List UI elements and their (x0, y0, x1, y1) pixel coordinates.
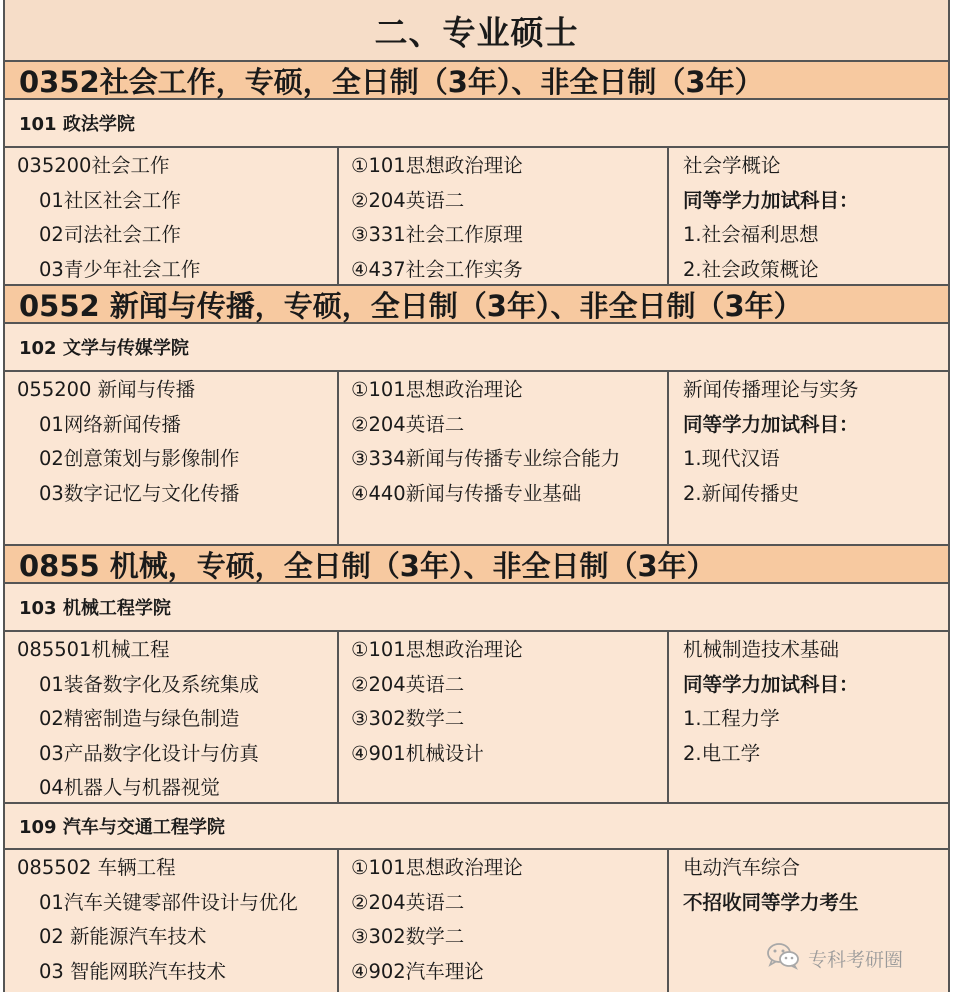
program-code: 085502 车辆工程 (17, 856, 176, 879)
research-direction: 01装备数字化及系统集成 (39, 672, 259, 696)
exam-subject: ④437社会工作实务 (351, 257, 523, 281)
extra-subject: 1.现代汉语 (683, 447, 780, 470)
research-direction: 03 智能网联汽车技术 (39, 959, 227, 983)
retest-subject: 社会学概论 (683, 154, 781, 177)
wechat-icon (766, 942, 800, 975)
exam-subject: ②204英语二 (351, 890, 465, 914)
watermark-text: 专科考研圈 (808, 948, 904, 971)
program-cell (5, 148, 337, 284)
extra-subject: 1.工程力学 (683, 707, 780, 730)
retest-cell (667, 148, 948, 284)
program-cell (5, 632, 337, 802)
major-title: 0855 机械，专硕，全日制（3年）、非全日制（3年） (5, 546, 948, 584)
admission-table (3, 0, 950, 992)
retest-subject: 机械制造技术基础 (683, 638, 840, 661)
exam-subject: ①101思想政治理论 (351, 638, 523, 661)
exam-subject: ②204英语二 (351, 412, 465, 436)
department-name: 103 机械工程学院 (5, 584, 948, 632)
program-block (5, 148, 948, 286)
exam-subject: ④440新闻与传播专业基础 (351, 481, 582, 505)
exam-subject: ③331社会工作原理 (351, 223, 523, 246)
research-direction: 01汽车关键零部件设计与优化 (39, 890, 298, 914)
research-direction: 01网络新闻传播 (39, 412, 181, 436)
exam-subject: ③334新闻与传播专业综合能力 (351, 447, 621, 470)
exam-subjects-cell (337, 850, 667, 992)
exam-subjects-cell (337, 632, 667, 802)
extra-subject: 2.电工学 (683, 741, 761, 765)
equivalent-extra-heading: 同等学力加试科目： (683, 412, 859, 436)
program-cell (5, 850, 337, 992)
research-direction: 02司法社会工作 (39, 223, 181, 246)
exam-subject: ③302数学二 (351, 707, 465, 730)
program-code: 035200社会工作 (17, 154, 170, 177)
exam-subject: ③302数学二 (351, 925, 465, 948)
department-name: 109 汽车与交通工程学院 (5, 804, 948, 850)
research-direction: 03青少年社会工作 (39, 257, 201, 281)
exam-subject: ②204英语二 (351, 188, 465, 212)
exam-subject: ④901机械设计 (351, 741, 484, 765)
retest-subject: 电动汽车综合 (683, 856, 801, 879)
program-code: 085501机械工程 (17, 638, 170, 661)
research-direction: 01社区社会工作 (39, 188, 181, 212)
program-cell (5, 372, 337, 544)
exam-subjects-cell (337, 372, 667, 544)
exam-subject: ②204英语二 (351, 672, 465, 696)
research-direction: 04机器人与机器视觉 (39, 776, 220, 799)
research-direction: 02精密制造与绿色制造 (39, 707, 240, 730)
extra-subject: 2.新闻传播史 (683, 481, 800, 505)
retest-cell (667, 372, 948, 544)
research-direction: 02 新能源汽车技术 (39, 925, 207, 948)
section-title: 二、专业硕士 (5, 0, 948, 62)
exam-subjects-cell (337, 148, 667, 284)
equivalent-extra-heading: 同等学力加试科目： (683, 188, 859, 212)
department-name: 101 政法学院 (5, 100, 948, 148)
no-equivalent-note: 不招收同等学力考生 (683, 890, 859, 914)
research-direction: 02创意策划与影像制作 (39, 447, 240, 470)
equivalent-extra-heading: 同等学力加试科目： (683, 672, 859, 696)
research-direction: 03数字记忆与文化传播 (39, 481, 240, 505)
retest-cell (667, 632, 948, 802)
major-title: 0352社会工作，专硕，全日制（3年）、非全日制（3年） (5, 62, 948, 100)
watermark (766, 943, 903, 973)
extra-subject: 1.社会福利思想 (683, 223, 819, 246)
program-block (5, 372, 948, 546)
exam-subject: ④902汽车理论 (351, 959, 484, 983)
extra-subject: 2.社会政策概论 (683, 257, 819, 281)
major-title: 0552 新闻与传播，专硕，全日制（3年）、非全日制（3年） (5, 286, 948, 324)
exam-subject: ①101思想政治理论 (351, 378, 523, 401)
department-name: 102 文学与传媒学院 (5, 324, 948, 372)
research-direction: 03产品数字化设计与仿真 (39, 741, 259, 765)
program-code: 055200 新闻与传播 (17, 378, 196, 401)
exam-subject: ①101思想政治理论 (351, 154, 523, 177)
retest-subject: 新闻传播理论与实务 (683, 378, 859, 401)
program-block (5, 632, 948, 804)
exam-subject: ①101思想政治理论 (351, 856, 523, 879)
